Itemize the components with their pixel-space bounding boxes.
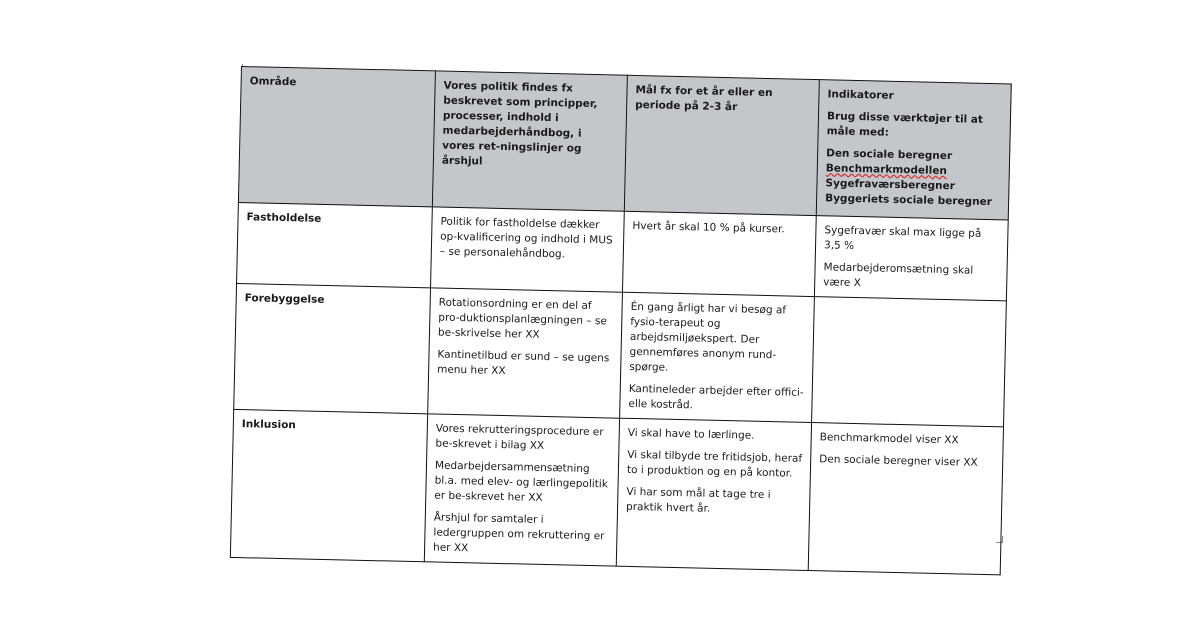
policy-paragraph: Medarbejdersammensætning bl.a. med elev- og lærlingepolitik er be-skrevet her XX [434,459,608,504]
tool-item: Sygefraværsberegner [825,177,955,193]
indicator-paragraph: Benchmarkmodel viser XX [819,431,959,447]
goal-paragraph: Hvert år skal 10 % på kurser. [632,219,785,236]
policy-paragraph: Politik for fastholdelse dækker op-kvalificering og indhold i MUS – se personalehåndbog. [439,215,613,261]
indicator-paragraph: Den sociale beregner viser XX [819,453,978,469]
goal-paragraph: Vi skal tilbyde tre fritidsjob, heraf to i produktion og en på kontor. [626,448,803,480]
tool-item: Byggeriets sociale beregner [825,192,993,209]
policy-cell [424,414,619,566]
table-row [230,409,1003,574]
tool-item: Den sociale beregner [826,147,953,163]
area-label: Fastholdelse [246,211,322,225]
header-area-text: Område [249,75,297,89]
indicators-cell [808,423,1003,575]
header-policy-text: Vores politik findes fx beskrevet som principper, processer, indhold i medarbejderhåndbog, i vores ret-ningslinjer og årshjul [441,79,598,168]
header-indicators-tools [825,146,1001,210]
goals-cell [620,292,815,422]
header-indicators-title: Indikatorer [827,88,894,102]
indicators-cell [814,216,1008,301]
header-policy [432,71,627,211]
header-goals [624,75,819,215]
policy-cell [428,288,623,418]
goals-cell [622,211,816,296]
header-indicators [816,80,1011,220]
header-row [238,67,1011,220]
area-cell [230,409,427,561]
header-indicators-intro: Brug disse værktøjer til at måle med: [826,110,984,139]
policy-cell [431,207,625,292]
area-cell [234,283,431,413]
policy-table [230,66,1012,575]
goal-paragraph: Vi skal have to lærlinge. [627,426,755,442]
header-goals-text: Mål fx for et år eller en periode på 2-3 år [635,83,773,114]
tool-item: Benchmarkmodellen [825,162,948,178]
policy-paragraph: Årshjul for samtaler i ledergruppen om rekruttering er her XX [432,511,605,555]
indicator-paragraph: Medarbejderomsætning skal være X [823,261,974,290]
area-label: Forebyggelse [244,292,325,306]
indicators-cell [812,297,1007,427]
area-label: Inklusion [241,418,296,432]
goals-cell [616,418,811,570]
policy-paragraph: Vores rekrutteringsprocedure er be-skrevet i bilag XX [435,422,604,452]
goal-paragraph: Kantineleder arbejder efter offici-elle kostråd. [628,382,804,412]
header-area [238,67,435,207]
indicator-paragraph: Sygefravær skal max ligge på 3,5 % [823,224,982,252]
table-row [234,283,1007,426]
area-cell [237,202,433,287]
policy-paragraph: Kantinetilbud er sund – se ugens menu her XX [437,348,610,378]
policy-paragraph: Rotationsordning er en del af pro-duktionsplanlægningen – se be-skrivelse her XX [437,296,608,341]
goal-paragraph: Vi har som mål at tage tre i praktik hvert år. [625,485,771,515]
goal-paragraph: Én gang årligt har vi besøg af fysio-terapeut og arbejdsmiljøekspert. Der gennemføres anonym rund-spørge. [629,300,787,374]
